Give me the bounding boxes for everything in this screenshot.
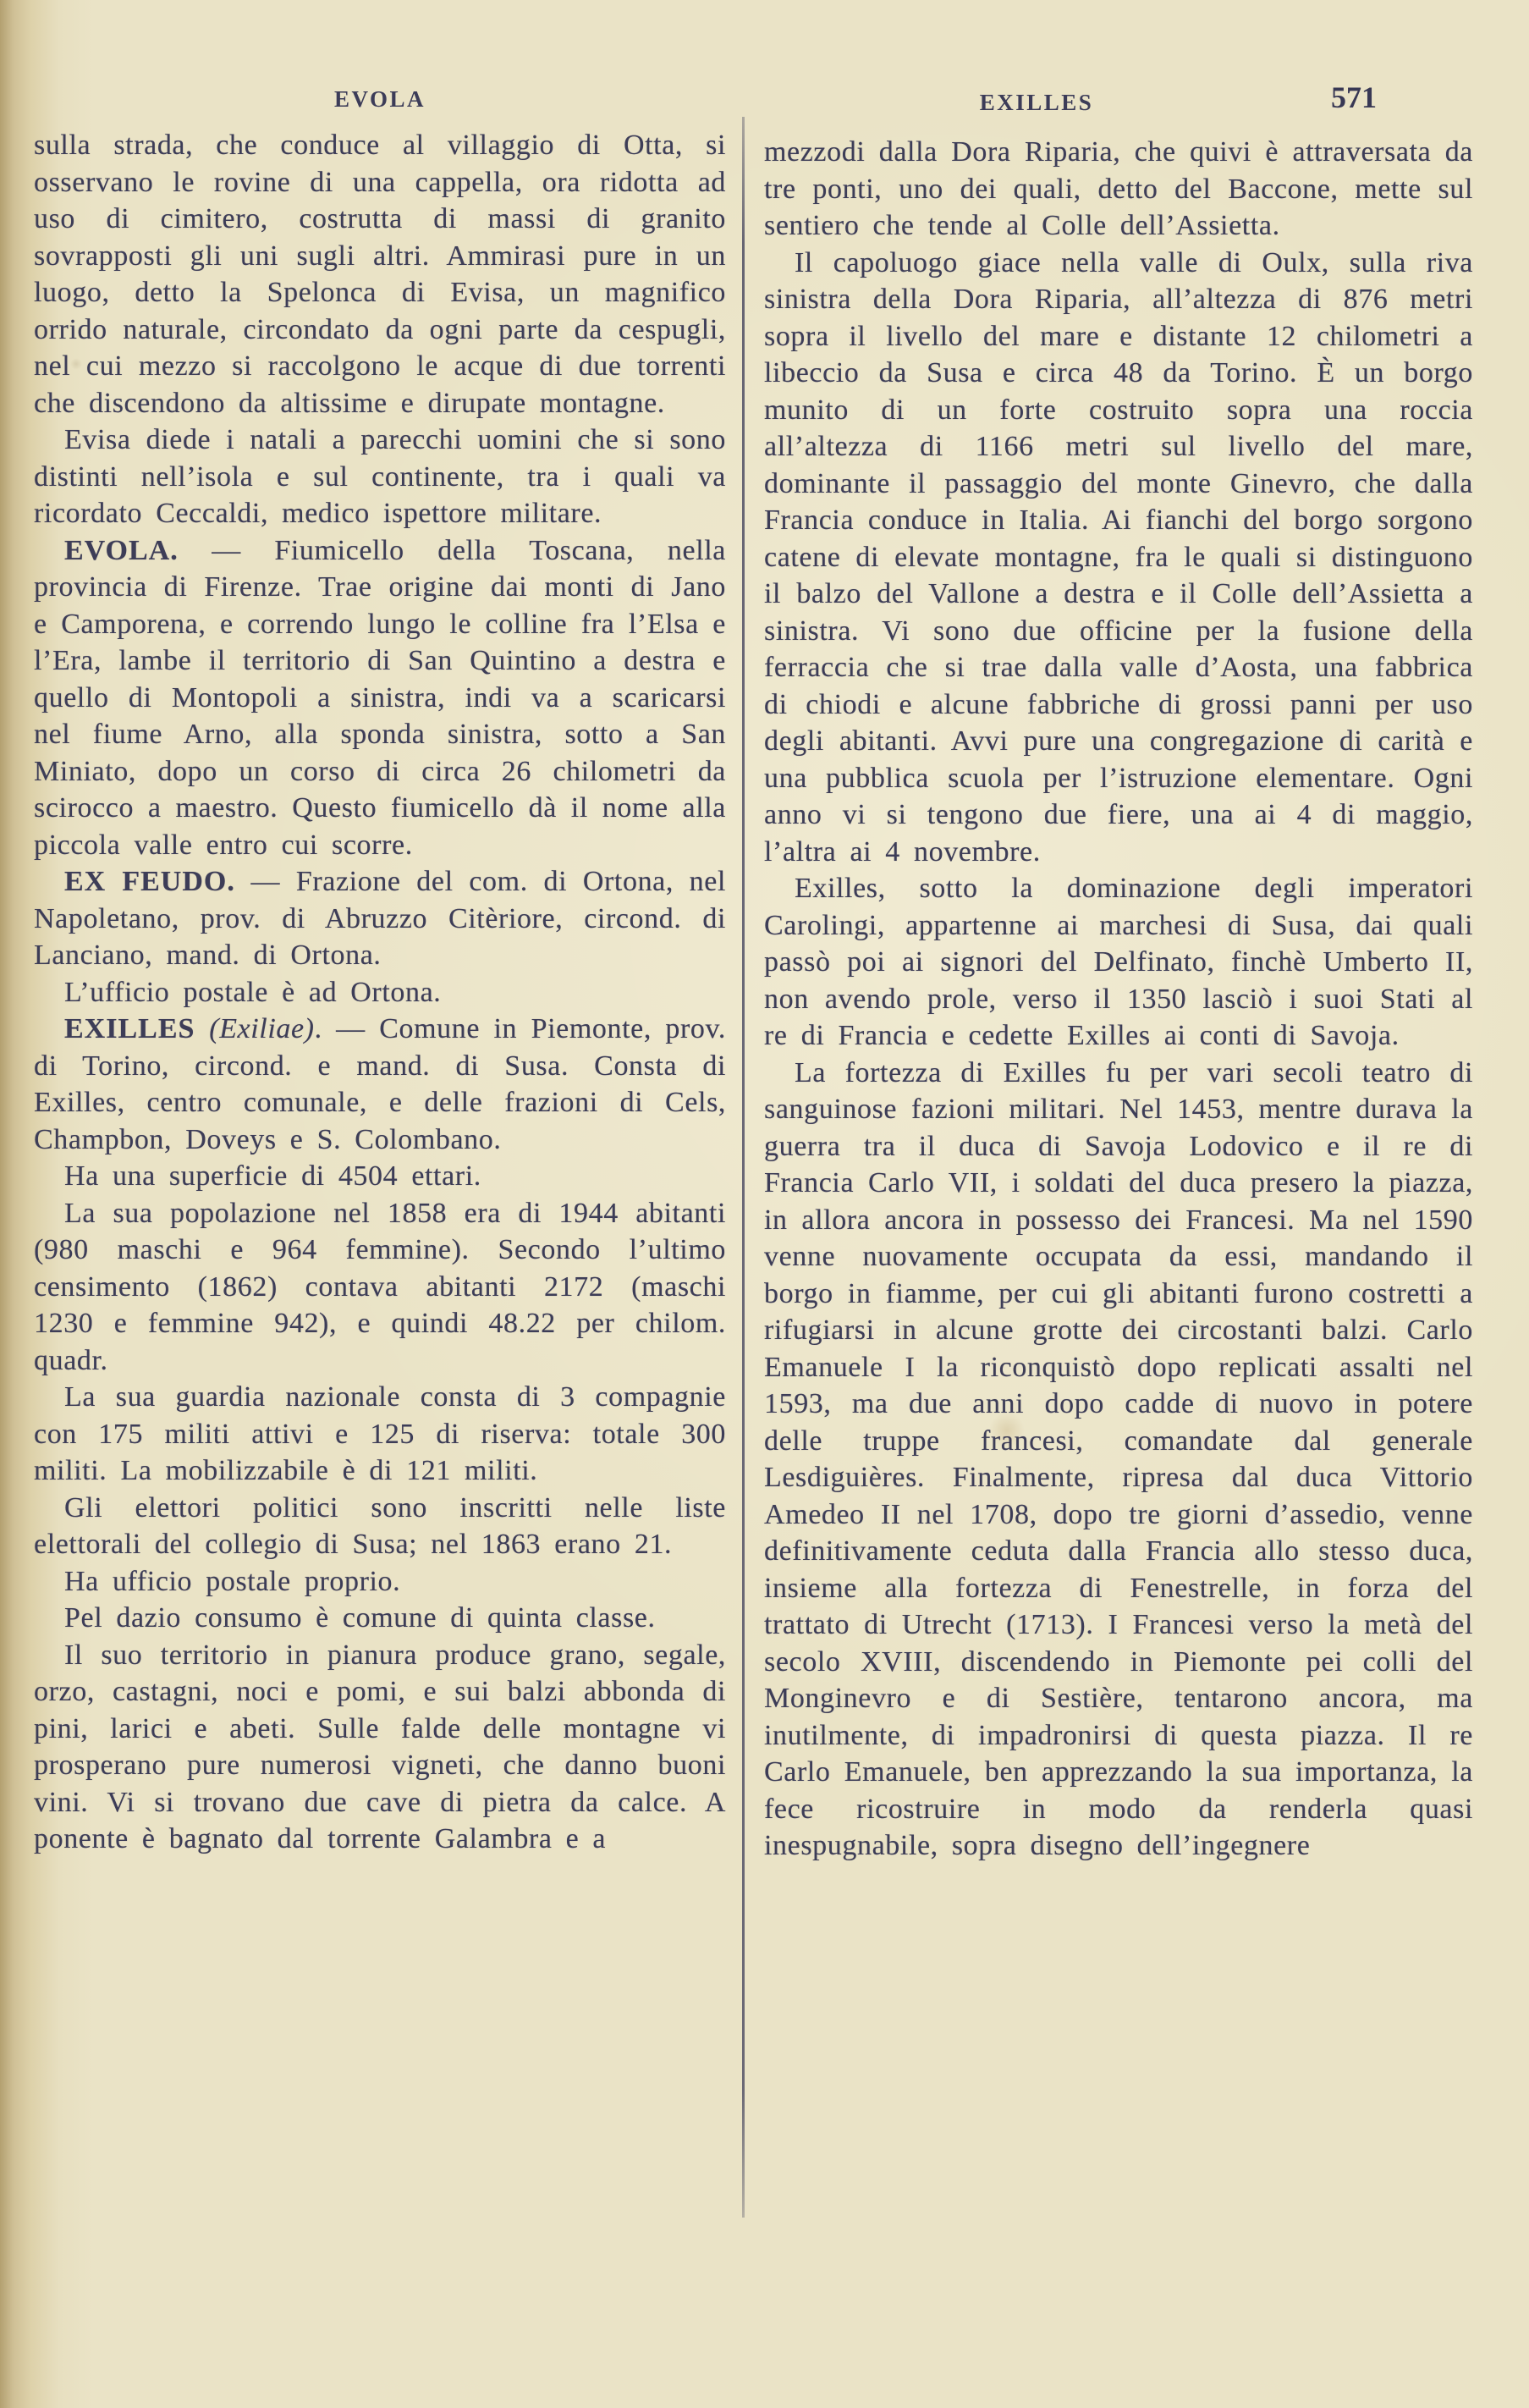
paragraph-text: mezzodi dalla Dora Riparia, che quivi è attraversata da tre ponti, uno dei quali, detto del Baccone, mette sul sentiero che tende al Colle dell’Assietta. [764,136,1473,241]
paragraph-ex-feudo-postal [34,974,726,1011]
paragraph-guardia-nazionale [34,1379,726,1490]
page-number: 571 [1331,80,1377,114]
paragraph-text: Ha una superficie di 4504 ettari. [64,1160,481,1192]
paragraph-dazio [34,1600,726,1637]
paragraph-text: La fortezza di Exilles fu per vari secoli teatro di sanguinose fazioni militari. Nel 1453, mentre durava la guerra tra il duca di Savoja Lodovico e il re di Francia Carlo VII, i soldati del duca presero la piazza, in allora ancora in possesso dei Francesi. Ma nel 1590 venne nuovamente occupata da essi, mandando il borgo in fiamme, per cui gli abitanti furono costretti a rifugiarsi in alcune grotte dei circostanti balzi. Carlo Emanuele I la riconquistò dopo replicati assalti nel 1593, ma due anni dopo cadde di nuovo in potere delle truppe francesi, comandate dal generale Lesdiguières. Finalmente, ripresa dal duca Vittorio Amedeo II nel 1708, dopo tre giorni d’assedio, venne definitivamente ceduta dalla Francia allo stesso duca, insieme alla fortezza di Fenestrelle, in forza del trattato di Utrecht (1713). I Francesi verso la metà del secolo XVIII, discendendo in Piemonte pei colli del Monginevro e di Sestière, tentarono ancora, ma inutilmente, di impadronirsi di questa piazza. Il re Carlo Emanuele, ben apprezzando la sua importanza, la fece ricostruire in modo da renderla quasi inespugnabile, sopra disegno dell’ingegnere [764,1056,1473,1861]
paragraph-text: Evisa diede i natali a parecchi uomini che si sono distinti nell’isola e sul continente, tra i quali va ricordato Ceccaldi, medico ispettore militare. [34,424,726,529]
paragraph-territorio [34,1637,726,1858]
paragraph-popolazione [34,1195,726,1380]
paragraph-elettori [34,1490,726,1563]
paragraph-text: La sua popolazione nel 1858 era di 1944 abitanti (980 maschi e 964 femmine). Secondo l’ultimo censimento (1862) contava abitanti 2172 (maschi 1230 e femmine 942), e quindi 48.22 per chilom. quadr. [34,1197,726,1376]
entry-ex-feudo [34,863,726,974]
entry-headword: EVOLA. [64,534,179,566]
entry-latin-name: (Exiliae) [209,1013,315,1044]
paragraph-evisa-natives [34,422,726,532]
paragraph-superficie [34,1158,726,1195]
paragraph-text: L’ufficio postale è ad Ortona. [64,976,442,1008]
paragraph-text: sulla strada, che conduce al villaggio di Otta, si osservano le rovine di una cappella, ora ridotta ad uso di cimitero, costrutta di massi di granito sovrapposti gli uni sugli altri. Ammirasi pure in un luogo, detto la Spelonca di Evisa, un magnifico orrido naturale, circondato da ogni parte da cespugli, nel cui mezzo si raccolgono le acque di due torrenti che discendono da altissime e dirupate montagne. [34,129,726,419]
paragraph-text: — Fiumicello della Toscana, nella provincia di Firenze. Trae origine dai monti di Jano e Camporena, e correndo lungo le colline fra l’Elsa e l’Era, lambe il territorio di San Quintino a destra e quello di Montopoli a sinistra, indi va a scaricarsi nel fiume Arno, alla sponda sinistra, sotto a San Miniato, dopo un corso di circa 26 chilometri da scirocco a maestro. Questo fiumicello dà il nome alla piccola valle entro cui scorre. [34,534,726,861]
paragraph-text: — Frazione del com. di Ortona, nel Napoletano, prov. di Abruzzo Citèriore, circond. di Lanciano, mand. di Ortona. [34,866,727,971]
paragraph-text: . — Comune in Piemonte, prov. di Torino, circond. e mand. di Susa. Consta di Exilles, centro comunale, e delle frazioni di Cels, Champbon, Doveys e S. Colombano. [34,1013,726,1155]
running-head-left: EVOLA [334,86,426,112]
paragraph-text: Il capoluogo giace nella valle di Oulx, sulla riva sinistra della Dora Riparia, all’altezza di 876 metri sopra il livello del mare e distante 12 chilometri a libeccio da Susa e circa 48 da Torino. È un borgo munito di un forte costruito sopra una roccia all’altezza di 1166 metri sul livello del mare, dominante il passaggio del monte Ginevro, che dalla Francia conduce in Italia. Ai fianchi del borgo sorgono catene di elevate montagne, fra le quali si distinguono il balzo del Vallone a destra e il Colle dell’Assietta a sinistra. Vi sono due officine per la fusione della ferraccia che si trae dalla valle d’Aosta, una fabbrica di chiodi e alcune fabbriche di grossi panni per uso degli abitanti. Avvi pure una congregazione di carità e una pubblica scuola per l’istruzione elementare. Ogni anno vi si tengono due fiere, una ai 4 di maggio, l’altra ai 4 novembre. [764,246,1473,868]
paragraph-text: Ha ufficio postale proprio. [64,1565,401,1597]
paragraph-text: Pel dazio consumo è comune di quinta classe. [64,1602,656,1634]
paragraph-capoluogo [764,245,1473,871]
paragraph-dora-riparia-continuation [764,134,1473,245]
entry-evola [34,532,726,864]
paragraph-text: Il suo territorio in pianura produce grano, segale, orzo, castagni, noci e pomi, e sui balzi abbonda di pini, larici e abeti. Sulle falde delle montagne vi prosperano pure numerosi vigneti, che danno buoni vini. Vi si trovano due cave di pietra da calce. A ponente è bagnato dal torrente Galambra e a [34,1639,726,1854]
entry-headword: EXILLES [64,1013,210,1044]
entry-exilles [34,1011,726,1158]
paragraph-text: La sua guardia nazionale consta di 3 compagnie con 175 militi attivi e 125 di riserva: totale 300 militi. La mobilizzabile è di 121 militi. [34,1381,726,1486]
paragraph-text: Exilles, sotto la dominazione degli imperatori Carolingi, appartenne ai marchesi di Susa, dai quali passò poi ai signori del Delfinato, finchè Umberto II, non avendo prole, verso il 1350 lasciò i suoi Stati al re di Francia e cedette Exilles ai conti di Savoja. [764,873,1473,1051]
paragraph-storia-fortezza [764,1055,1473,1865]
paragraph-storia-carolingi [764,870,1473,1055]
column-divider-rule [742,117,745,2218]
paragraph-text: Gli elettori politici sono inscritti nelle liste elettorali del collegio di Susa; nel 1863 erano 21. [34,1491,726,1560]
left-text-column [34,127,726,1858]
entry-headword: EX FEUDO. [64,866,235,897]
running-head-right: EXILLES [979,90,1094,115]
paragraph-evisa-continuation [34,127,726,422]
paragraph-ufficio-postale [34,1563,726,1601]
right-text-column [764,134,1473,1865]
